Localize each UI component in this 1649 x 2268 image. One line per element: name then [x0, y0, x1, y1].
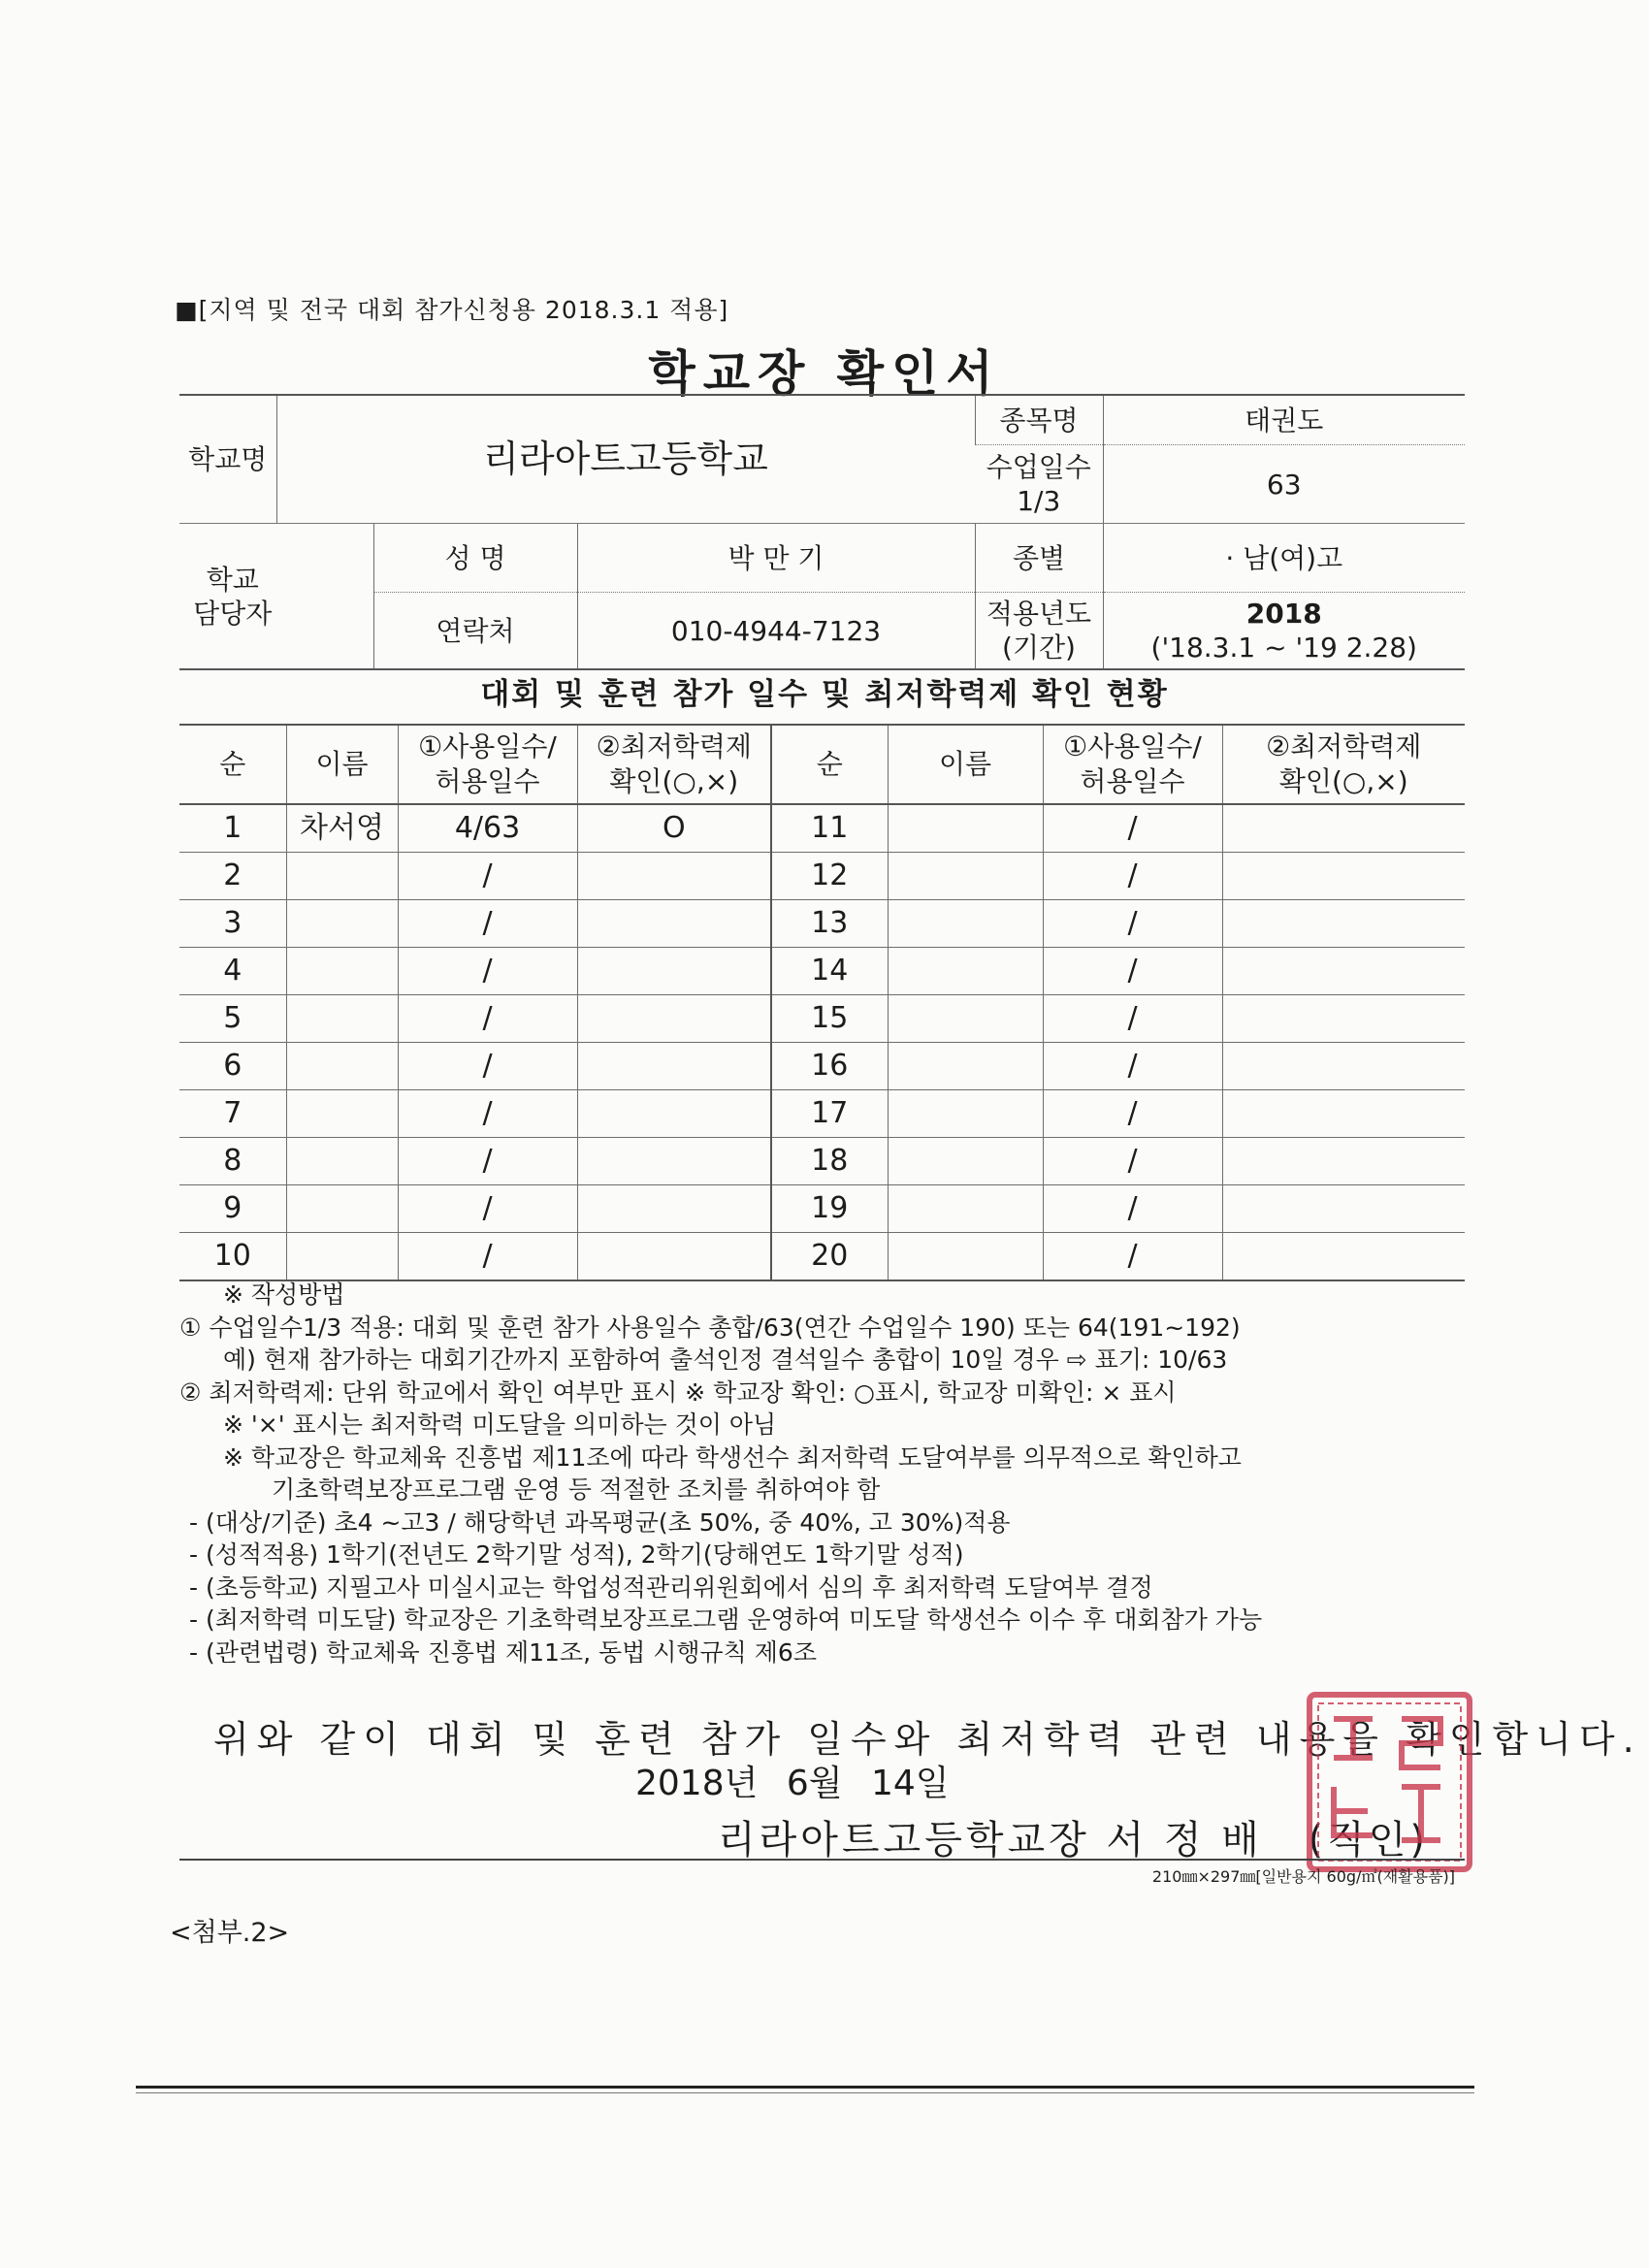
- cell-name: [286, 853, 398, 900]
- cell-used: /: [398, 948, 577, 995]
- bottom-rule-thin: [136, 2092, 1474, 2093]
- cell-used2: /: [1043, 804, 1222, 853]
- cell-name: [286, 1043, 398, 1090]
- cell-used2: /: [1043, 1138, 1222, 1185]
- cell-name2: [888, 995, 1043, 1043]
- cell-min2: [1222, 853, 1465, 900]
- cell-no: 10: [179, 1233, 286, 1281]
- header-no-2: 순: [771, 725, 888, 804]
- cell-min2: [1222, 1233, 1465, 1281]
- cell-min: [577, 1138, 771, 1185]
- detail-1: - (대상/기준) 초4 ~고3 / 해당학년 과목평균(초 50%, 중 40%, 고 30%)적용: [189, 1507, 1011, 1537]
- cell-min2: [1222, 1185, 1465, 1233]
- note-3: ※ '×' 표시는 최저학력 미도달을 의미하는 것이 아님: [223, 1410, 777, 1439]
- confirmation-statement: 위와 같이 대회 및 훈련 참가 일수와 최저학력 관련 내용을 확인합니다.: [213, 1718, 1642, 1761]
- cell-used: /: [398, 1138, 577, 1185]
- header-used: ①사용일수/ 허용일수: [398, 725, 577, 804]
- note-1-example: 예) 현재 참가하는 대회기간까지 포함하여 출석인정 결석일수 총합이 10일 경우 ⇨ 표기: 10/63: [223, 1345, 1228, 1374]
- note-2: ② 최저학력제: 단위 학교에서 확인 여부만 표시 ※ 학교장 확인: ○표시, 학교장 미확인: × 표시: [179, 1377, 1177, 1407]
- cell-name: [286, 1233, 398, 1281]
- cell-used: /: [398, 995, 577, 1043]
- cell-used: /: [398, 1090, 577, 1138]
- contact-label: 연락처: [373, 593, 577, 670]
- cell-min2: [1222, 948, 1465, 995]
- cell-used: /: [398, 900, 577, 948]
- cell-min2: [1222, 900, 1465, 948]
- cell-used2: /: [1043, 1185, 1222, 1233]
- paper-spec: 210㎜×297㎜[일반용지 60g/㎡(재활용품)]: [1151, 1867, 1455, 1886]
- cell-used2: /: [1043, 1090, 1222, 1138]
- cell-no2: 18: [771, 1138, 888, 1185]
- footer-rule: [179, 1859, 1465, 1861]
- school-label: 학교명: [179, 395, 276, 524]
- document-title: 학교장 확인서: [648, 345, 1001, 402]
- cell-name: [286, 995, 398, 1043]
- detail-4: - (최저학력 미도달) 학교장은 기초학력보장프로그램 운영하여 미도달 학생선수 이수 후 대회참가 가능: [189, 1605, 1263, 1634]
- cell-name: 차서영: [286, 804, 398, 853]
- participation-table: [179, 724, 1465, 1281]
- cell-no2: 17: [771, 1090, 888, 1138]
- attachment-label: <첨부.2>: [170, 1918, 290, 1948]
- info-table: [179, 394, 1465, 670]
- cell-no2: 13: [771, 900, 888, 948]
- header-used-2: ①사용일수/ 허용일수: [1043, 725, 1222, 804]
- cell-min2: [1222, 995, 1465, 1043]
- cell-no2: 20: [771, 1233, 888, 1281]
- table-row: [179, 1138, 1465, 1185]
- table-row: [179, 948, 1465, 995]
- cell-no: 4: [179, 948, 286, 995]
- note-1: ① 수업일수1/3 적용: 대회 및 훈련 참가 사용일수 총합/63(연간 수업일수 190) 또는 64(191~192): [179, 1312, 1241, 1342]
- name-label: 성 명: [373, 524, 577, 593]
- cell-no2: 15: [771, 995, 888, 1043]
- instructions: [179, 1279, 1489, 1669]
- cell-min: [577, 995, 771, 1043]
- table-row: [179, 1043, 1465, 1090]
- cell-name2: [888, 1043, 1043, 1090]
- cell-no2: 12: [771, 853, 888, 900]
- gender-value: · 남(여)고: [1103, 524, 1465, 593]
- contact-value: 010-4944-7123: [577, 593, 975, 670]
- cell-name2: [888, 948, 1043, 995]
- cell-no: 8: [179, 1138, 286, 1185]
- table-row: [179, 1090, 1465, 1138]
- cell-no: 1: [179, 804, 286, 853]
- cell-used2: /: [1043, 900, 1222, 948]
- cell-no2: 16: [771, 1043, 888, 1090]
- cell-no: 7: [179, 1090, 286, 1138]
- school-name: 리라아트고등학교: [276, 395, 975, 524]
- event-label: 종목명: [975, 395, 1103, 445]
- days-label: 수업일수 1/3: [975, 445, 1103, 524]
- cell-used: /: [398, 1233, 577, 1281]
- cell-name2: [888, 853, 1043, 900]
- cell-min: [577, 853, 771, 900]
- cell-no: 3: [179, 900, 286, 948]
- event-value: 태권도: [1103, 395, 1465, 445]
- cell-name: [286, 1090, 398, 1138]
- cell-name: [286, 948, 398, 995]
- staff-label: 학교 담당자: [179, 524, 373, 670]
- cell-min: [577, 1043, 771, 1090]
- gender-label: 종별: [975, 524, 1103, 593]
- days-value: 63: [1103, 445, 1465, 524]
- cell-used: /: [398, 1043, 577, 1090]
- cell-name: [286, 900, 398, 948]
- table-row: [179, 995, 1465, 1043]
- cell-used2: /: [1043, 995, 1222, 1043]
- cell-name: [286, 1138, 398, 1185]
- cell-name2: [888, 900, 1043, 948]
- table-row: [179, 804, 1465, 853]
- form-note: ■[지역 및 전국 대회 참가신청용 2018.3.1 적용]: [175, 296, 729, 324]
- note-4-cont: 기초학력보장프로그램 운영 등 적절한 조치를 취하여야 함: [272, 1475, 881, 1504]
- table-row: [179, 1185, 1465, 1233]
- section-title: 대회 및 훈련 참가 일수 및 최저학력제 확인 현황: [480, 677, 1169, 712]
- bottom-rule: [136, 2086, 1474, 2089]
- year-value: 2018 ('18.3.1 ~ '19 2.28): [1103, 593, 1465, 670]
- detail-3: - (초등학교) 지필고사 미실시교는 학업성적관리위원회에서 심의 후 최저학력 도달여부 결정: [189, 1572, 1153, 1602]
- cell-no: 2: [179, 853, 286, 900]
- cell-used2: /: [1043, 948, 1222, 995]
- cell-min2: [1222, 1043, 1465, 1090]
- cell-min: [577, 1185, 771, 1233]
- issue-date: 2018년 6월 14일: [635, 1764, 950, 1803]
- name-value: 박 만 기: [577, 524, 975, 593]
- cell-name2: [888, 1138, 1043, 1185]
- cell-used2: /: [1043, 1043, 1222, 1090]
- cell-used2: /: [1043, 853, 1222, 900]
- cell-name: [286, 1185, 398, 1233]
- cell-min2: [1222, 804, 1465, 853]
- cell-name2: [888, 1185, 1043, 1233]
- year-label: 적용년도 (기간): [975, 593, 1103, 670]
- cell-used: /: [398, 853, 577, 900]
- cell-no2: 11: [771, 804, 888, 853]
- cell-no2: 14: [771, 948, 888, 995]
- official-seal-icon: [1305, 1690, 1474, 1874]
- header-name: 이름: [286, 725, 398, 804]
- detail-5: - (관련법령) 학교체육 진흥법 제11조, 동법 시행규칙 제6조: [189, 1637, 817, 1667]
- cell-min2: [1222, 1138, 1465, 1185]
- cell-name2: [888, 1090, 1043, 1138]
- cell-no: 9: [179, 1185, 286, 1233]
- cell-used: 4/63: [398, 804, 577, 853]
- table-row: [179, 853, 1465, 900]
- cell-used: /: [398, 1185, 577, 1233]
- cell-min: [577, 1233, 771, 1281]
- table-header-row: [179, 725, 1465, 804]
- detail-2: - (성적적용) 1학기(전년도 2학기말 성적), 2학기(당해연도 1학기말 성적): [189, 1540, 964, 1569]
- header-name-2: 이름: [888, 725, 1043, 804]
- table-row: [179, 900, 1465, 948]
- cell-name2: [888, 804, 1043, 853]
- note-4: ※ 학교장은 학교체육 진흥법 제11조에 따라 학생선수 최저학력 도달여부를 의무적으로 확인하고: [223, 1442, 1242, 1472]
- cell-no: 6: [179, 1043, 286, 1090]
- cell-min: [577, 900, 771, 948]
- cell-min: O: [577, 804, 771, 853]
- cell-min: [577, 1090, 771, 1138]
- notes-heading: ※ 작성방법: [223, 1280, 345, 1309]
- header-min-2: ②최저학력제 확인(○,×): [1222, 725, 1465, 804]
- header-min: ②최저학력제 확인(○,×): [577, 725, 771, 804]
- cell-no2: 19: [771, 1185, 888, 1233]
- cell-no: 5: [179, 995, 286, 1043]
- cell-min2: [1222, 1090, 1465, 1138]
- principal-signature: 리라아트고등학교장 서 정 배 (직인): [718, 1818, 1430, 1863]
- cell-name2: [888, 1233, 1043, 1281]
- cell-used2: /: [1043, 1233, 1222, 1281]
- header-no: 순: [179, 725, 286, 804]
- table-row: [179, 1233, 1465, 1281]
- cell-min: [577, 948, 771, 995]
